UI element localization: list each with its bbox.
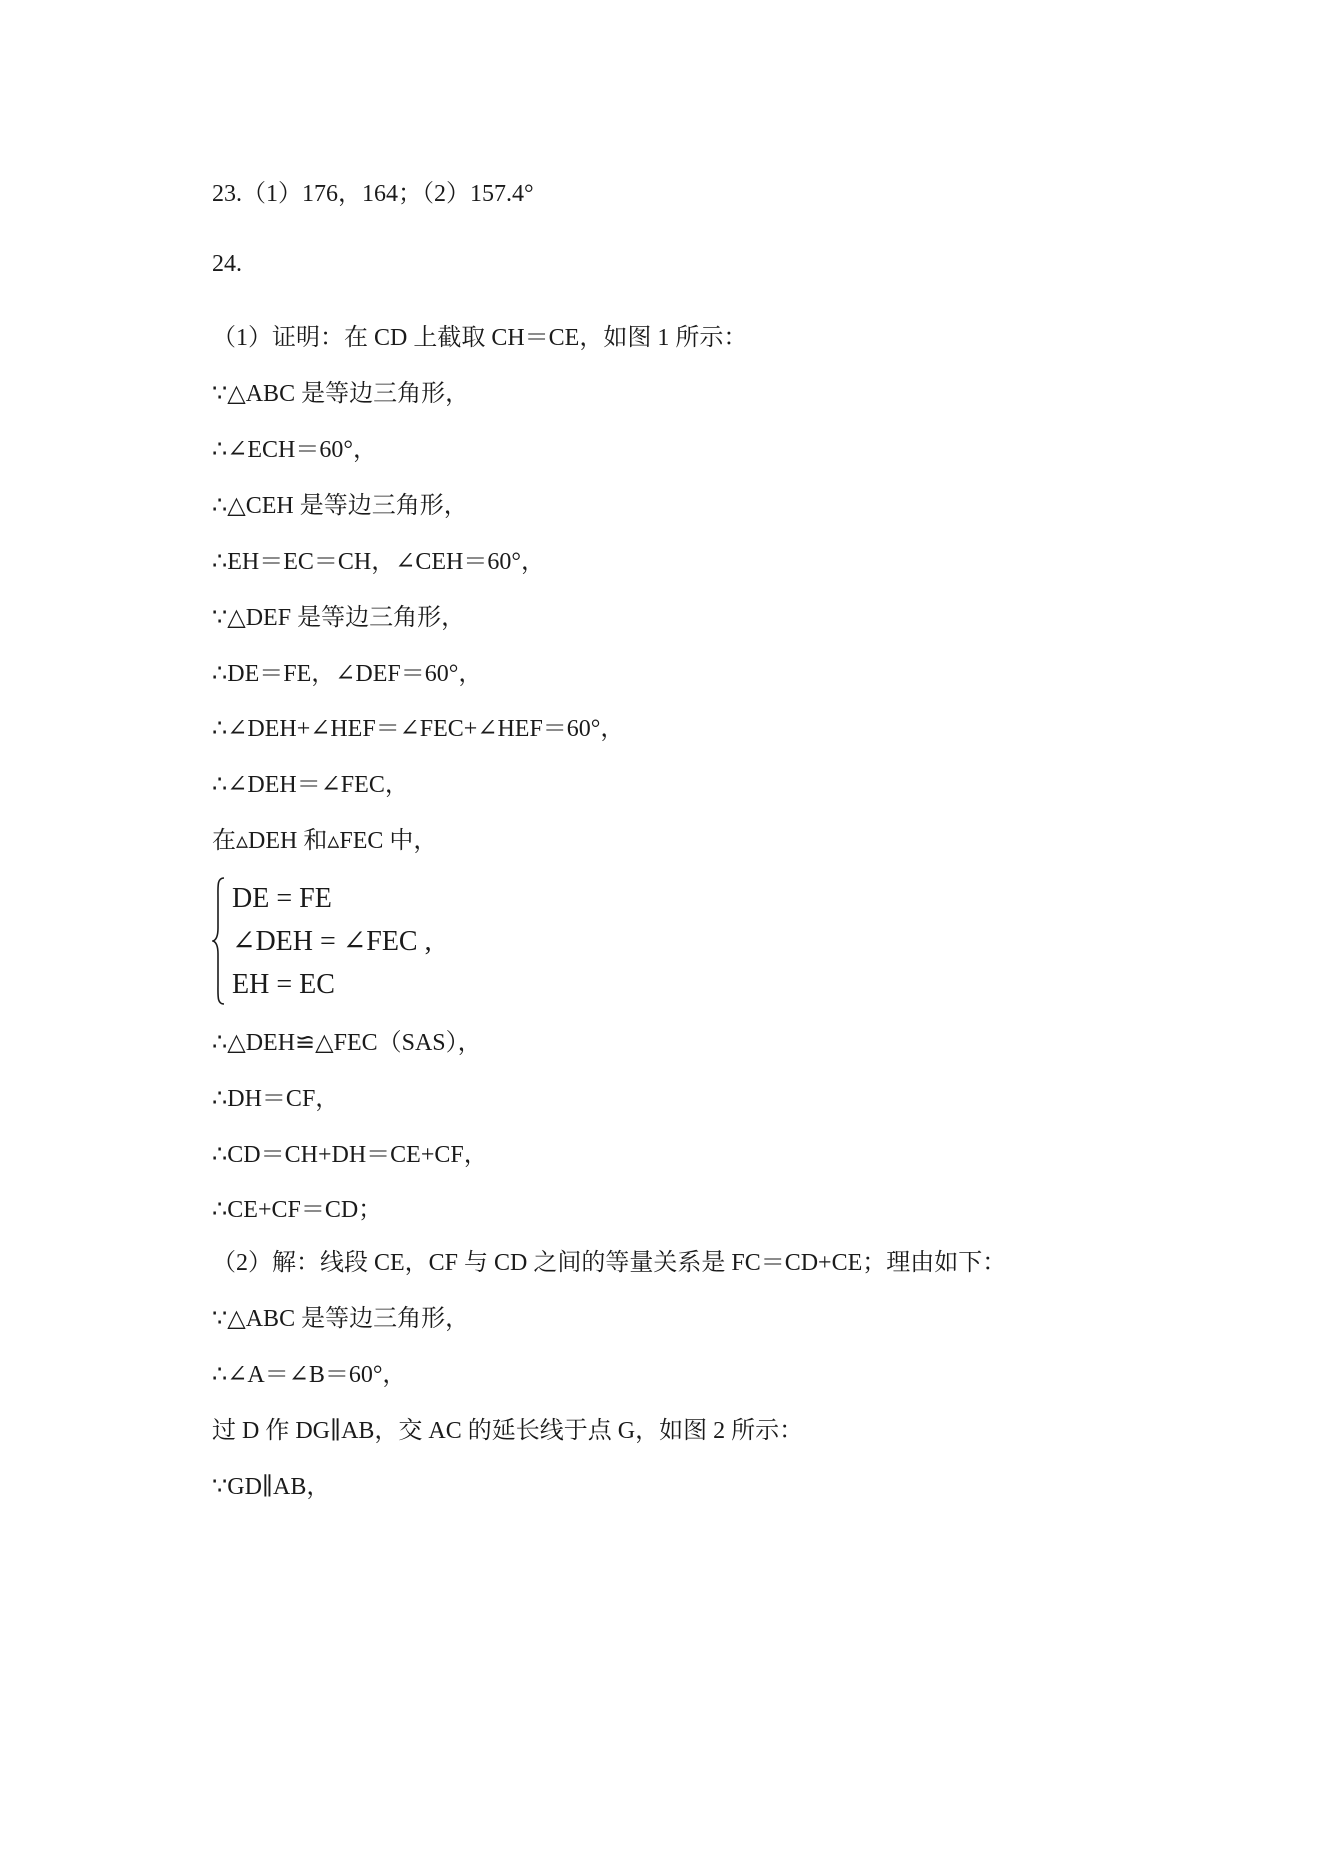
conclusion-line: （2）解：线段 CE，CF 与 CD 之间的等量关系是 FC＝CD+CE；理由如下： — [212, 1250, 1007, 1276]
conclusion-line: ∴∠A＝∠B＝60°， — [212, 1362, 407, 1388]
conclusion-line: 过 D 作 DG∥AB，交 AC 的延长线于点 G，如图 2 所示： — [212, 1418, 804, 1444]
solution-line: ∵△ABC 是等边三角形， — [212, 381, 470, 407]
conclusion-line: ∵GD∥AB， — [212, 1474, 331, 1500]
left-brace-icon — [212, 876, 226, 1006]
system-row-3: EH = EC — [232, 969, 335, 1000]
system-row-1: DE = FE — [232, 883, 332, 914]
solution-line: 在▵DEH 和▵FEC 中， — [212, 828, 438, 854]
solution-line: ∴DE＝FE，∠DEF＝60°， — [212, 661, 483, 687]
system-row-2: ∠DEH = ∠FEC , — [232, 926, 432, 957]
solution-line: ∴∠DEH＝∠FEC， — [212, 772, 409, 798]
equation-system — [212, 876, 472, 1006]
conclusion-line: ∴DH＝CF， — [212, 1086, 340, 1112]
solution-line: （1）证明：在 CD 上截取 CH＝CE，如图 1 所示： — [212, 325, 748, 351]
conclusion-line: ∴CD＝CH+DH＝CE+CF， — [212, 1142, 488, 1168]
solution-line: ∴∠ECH＝60°， — [212, 437, 377, 463]
answer-23: 23.（1）176，164；（2）157.4° — [212, 181, 534, 207]
conclusion-line: ∴CE+CF＝CD； — [212, 1197, 383, 1223]
conclusion-line: ∴△DEH≌△FEC（SAS）， — [212, 1030, 482, 1056]
conclusion-line: ∵△ABC 是等边三角形， — [212, 1306, 470, 1332]
answer-24-number: 24. — [212, 251, 242, 277]
solution-line: ∵△DEF 是等边三角形， — [212, 605, 466, 631]
solution-line: ∴∠DEH+∠HEF＝∠FEC+∠HEF＝60°， — [212, 716, 625, 742]
solution-line: ∴△CEH 是等边三角形， — [212, 493, 468, 519]
solution-line: ∴EH＝EC＝CH，∠CEH＝60°， — [212, 549, 545, 575]
